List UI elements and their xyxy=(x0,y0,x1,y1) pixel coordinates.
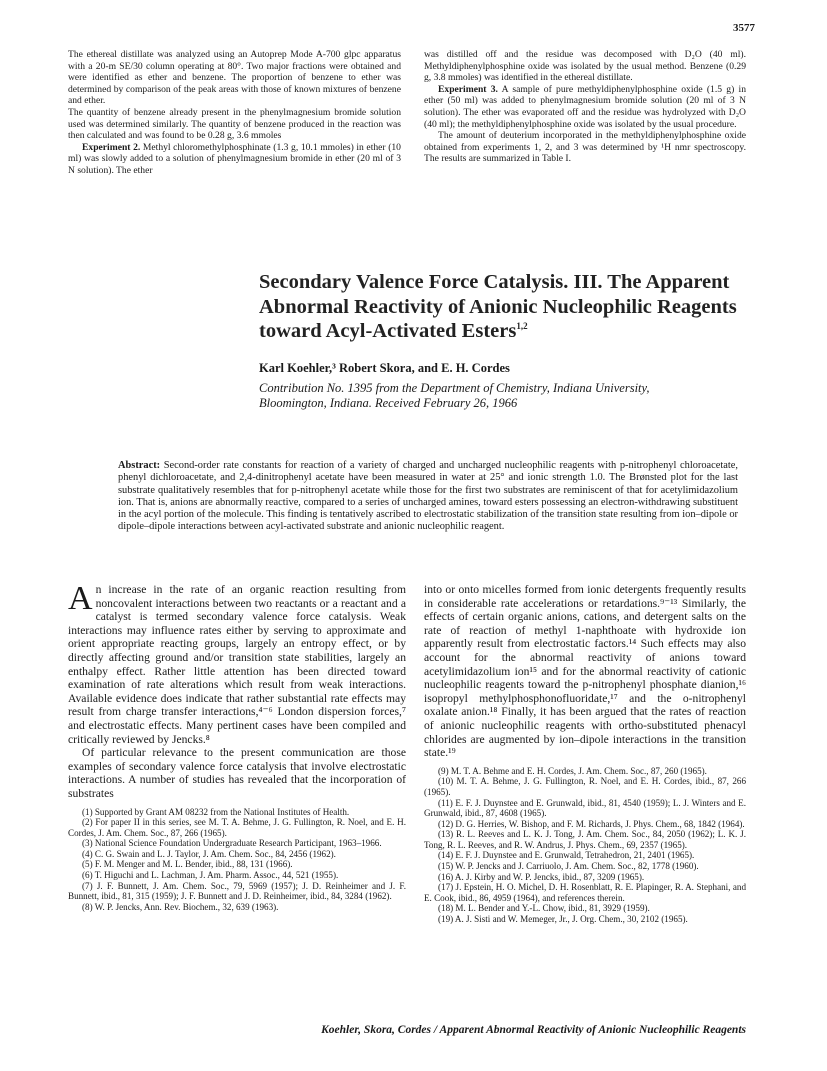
footnote: (16) A. J. Kirby and W. P. Jencks, ibid., 87, 3209 (1965). xyxy=(438,871,645,882)
affiliation-line-1: Contribution No. 1395 from the Department of Chemistry, Indiana University, xyxy=(259,380,650,395)
footnote: (1) Supported by Grant AM 08232 from the National Institutes of Health. xyxy=(82,806,350,817)
paragraph-text: The quantity of benzene already present in the phenylmagnesium bromide solution used was determined similarly. The quantity of benzene produced in the reaction was then calculated and was found to be 0.28 g, 3.6 mmoles xyxy=(68,106,401,142)
footnote: (9) M. T. A. Behme and E. H. Cordes, J. Am. Chem. Soc., 87, 260 (1965). xyxy=(438,765,707,776)
footnotes-left xyxy=(68,807,406,913)
footnote: (8) W. P. Jencks, Ann. Rev. Biochem., 32, 639 (1963). xyxy=(82,901,279,912)
footnote: (6) T. Higuchi and L. Lachman, J. Am. Pharm. Assoc., 44, 521 (1955). xyxy=(82,870,339,881)
title-text: Secondary Valence Force Catalysis. III. The Apparent Abnormal Reactivity of Anionic Nucleophilic Reagents toward Acyl-Activated Esters xyxy=(259,271,737,342)
affiliation xyxy=(259,381,739,411)
paragraph-text: Methyl chloromethylphosphinate (1.3 g, 10.1 mmoles) in ether (10 ml) was slowly added to a solution of phenylmagnesium bromide in ether (20 ml of 3 N solution). The ether xyxy=(68,141,401,176)
paragraph-text: The amount of deuterium incorporated in the methyldiphenylphosphine oxide obtained from experiments 1, 2, and 3 was determined by ¹H nmr spectroscopy. The results are summarized in Table I. xyxy=(424,130,746,165)
title-footnote-marks: 1,2 xyxy=(516,321,528,332)
intro-paragraph xyxy=(68,580,406,746)
abstract xyxy=(118,460,738,534)
footnote: (13) R. L. Reeves and L. K. J. Tong, J. Am. Chem. Soc., 84, 2050 (1962); L. K. J. Tong, R. L. Reeves, and R. W. Andrus, J. Phys. Chem., 69, 2357 (1965). xyxy=(424,829,746,850)
experimental-right-column xyxy=(424,49,746,165)
experimental-paragraph xyxy=(68,107,401,142)
footnote: (15) W. P. Jencks and J. Carriuolo, J. Am. Chem. Soc., 82, 1778 (1960). xyxy=(438,861,699,872)
paragraph-text: Of particular relevance to the present communication are those examples of secondary valence force catalysis that involve electrostatic interactions. A number of studies has revealed that the incorporation of substrates xyxy=(68,746,406,800)
experimental-paragraph xyxy=(68,142,401,177)
footnote: (5) F. M. Menger and M. L. Bender, ibid., 88, 131 (1966). xyxy=(82,859,293,870)
footnote: (10) M. T. A. Behme, J. G. Fullington, R. Noel, and E. H. Cordes, ibid., 87, 266 (1965). xyxy=(424,776,746,797)
paragraph-text: into or onto micelles formed from ionic detergents frequently results in considerable rate accelerations or retardations.⁹⁻¹³ Similarly, the effects of certain organic anions, cations, and detergent salts on the rate of reaction of methyl 1-naphthoate with hydroxide ion apparently result from electrostatic factors.¹⁴ Such effects may also account for the abnormal reactivity of anions toward acetylimidazolium ion¹⁵ and for the abnormal reactivity of cationic nucleophilic reagents toward the p-nitrophenyl phosphate dianion,¹⁶ isopropyl methylphosphonofluoridate,¹⁷ and the o-nitrophenyl oxalate anion.¹⁸ Finally, it has been argued that the rates of reaction of anionic nucleophilic reagents with ortho-substituted phenacyl chlorides are augmented by ion–dipole interactions in the transition state.¹⁹ xyxy=(424,583,746,760)
article-title xyxy=(259,270,739,344)
footnote: (19) A. J. Sisti and W. Memeger, Jr., J. Org. Chem., 30, 2102 (1965). xyxy=(438,914,688,925)
affiliation-line-2: Bloomington, Indiana. Received February 26, 1966 xyxy=(259,395,518,410)
footnote: (12) D. G. Herries, W. Bishop, and F. M. Richards, J. Phys. Chem., 68, 1842 (1964). xyxy=(438,818,745,829)
experiment-heading: Experiment 3. xyxy=(438,83,498,95)
abstract-label: Abstract: xyxy=(118,460,161,471)
page-number: 3577 xyxy=(733,22,755,34)
experimental-paragraph xyxy=(424,49,746,84)
footnote: (2) For paper II in this series, see M. T. A. Behme, J. G. Fullington, R. Noel, and E. H. Cordes, J. Am. Chem. Soc., 87, 266 (1965). xyxy=(68,817,406,838)
experimental-paragraph xyxy=(424,84,746,130)
article-header xyxy=(259,270,739,411)
experimental-left-column xyxy=(68,49,401,177)
experimental-paragraph xyxy=(68,49,401,107)
paragraph-text: A sample of pure methyldiphenylphosphine oxide (1.5 g) in ether (50 ml) was added to phenylmagnesium bromide solution (20 ml of 3 N solution). The ether was evaporated off and the residue was hydrolyzed with D₂O (40 ml); the methyldiphenylphosphine oxide was isolated by the usual procedure. xyxy=(424,83,746,130)
body-left-column xyxy=(68,580,406,912)
footnote: (3) National Science Foundation Undergraduate Research Participant, 1963–1966. xyxy=(82,838,382,849)
experimental-paragraph xyxy=(424,130,746,165)
footnote: (4) C. G. Swain and L. J. Taylor, J. Am. Chem. Soc., 84, 2456 (1962). xyxy=(82,848,336,859)
paragraph-text: n increase in the rate of an organic reaction resulting from noncovalent interactions between two reactants or a reactant and a catalyst is termed secondary valence force catalysis. Weak interactions may influence rates either by serving to approximate and orient appropriate reacting groups, largely an entropy effect, or by directly affecting ground and/or transition state stabilities, largely an enthalpy effect. Rather little attention has been directed toward examination of rate alterations which result from weak interactions. Available evidence does indicate that rather substantial rate effects may result from charge transfer interactions,⁴⁻⁶ London dispersion forces,⁷ and electrostatic effects. Many pertinent cases have been compiled and critically reviewed by Jencks.⁸ xyxy=(68,583,406,746)
experiment-heading: Experiment 2. xyxy=(82,141,141,153)
footnotes-right xyxy=(424,766,746,925)
drop-cap: A xyxy=(68,580,93,617)
paragraph-text: was distilled off and the residue was decomposed with D₂O (40 ml). Methyldiphenylphosphine oxide was isolated by the usual method. Benzene (0.29 g, 3.8 mmoles) was identified in the ethereal distillate. xyxy=(424,49,746,84)
body-right-column xyxy=(424,583,746,925)
footnote: (11) E. F. J. Duynstee and E. Grunwald, ibid., 81, 4540 (1959); L. J. Winters and E. Grunwald, ibid., 87, 4608 (1965). xyxy=(424,797,746,819)
abstract-text: Second-order rate constants for reaction of a variety of charged and uncharged nucleophilic reagents with p-nitrophenyl chloroacetate, phenyl dichloroacetate, and 2,4-dinitrophenyl acetate have been measured in water at 25° and ionic strength 1.0. The Brønsted plot for the last substrate qualitatively resembles that for p-nitrophenyl acetate while those for the first two substrates are reminiscent of that for acetylimidazolium ion. That is, anions are abnormally reactive, compared to a series of uncharged amines, toward esters possessing an electron-withdrawing substituent in the acyl portion of the molecule. This finding is tentatively ascribed to electrostatic stabilization of the transition state resulting from ion–dipole or dipole–dipole interactions between acyl-activated substrate and anionic nucleophilic reagent. xyxy=(118,460,738,533)
footnote: (14) E. F. J. Duynstee and E. Grunwald, Tetrahedron, 21, 2401 (1965). xyxy=(438,850,695,861)
author-list: Karl Koehler,³ Robert Skora, and E. H. Cordes xyxy=(259,360,510,375)
running-footer: Koehler, Skora, Cordes / Apparent Abnormal Reactivity of Anionic Nucleophilic Reagents xyxy=(321,1024,746,1036)
footnote: (17) J. Epstein, H. O. Michel, D. H. Rosenblatt, R. E. Plapinger, R. A. Stephani, and E. Cook, ibid., 86, 4959 (1964), and references therein. xyxy=(424,882,746,903)
body-paragraph xyxy=(424,583,746,760)
body-paragraph xyxy=(68,746,406,800)
paragraph-text: The ethereal distillate was analyzed using an Autoprep Mode A-700 glpc apparatus with a 20-m SE/30 column operating at 80°. Two major fractions were obtained and were identified as ether and benzene. The proportion of benzene to ether was determined by comparison of the peak areas with those of known mixtures of benzene and ether. xyxy=(68,49,401,107)
footnote: (18) M. L. Bender and Y.-L. Chow, ibid., 81, 3929 (1959). xyxy=(438,903,650,914)
footnote: (7) J. F. Bunnett, J. Am. Chem. Soc., 79, 5969 (1957); J. D. Reinheimer and J. F. Bunnett, ibid., 81, 315 (1959); J. F. Bunnett and J. D. Reinheimer, ibid., 84, 3284 (1962). xyxy=(68,880,406,902)
